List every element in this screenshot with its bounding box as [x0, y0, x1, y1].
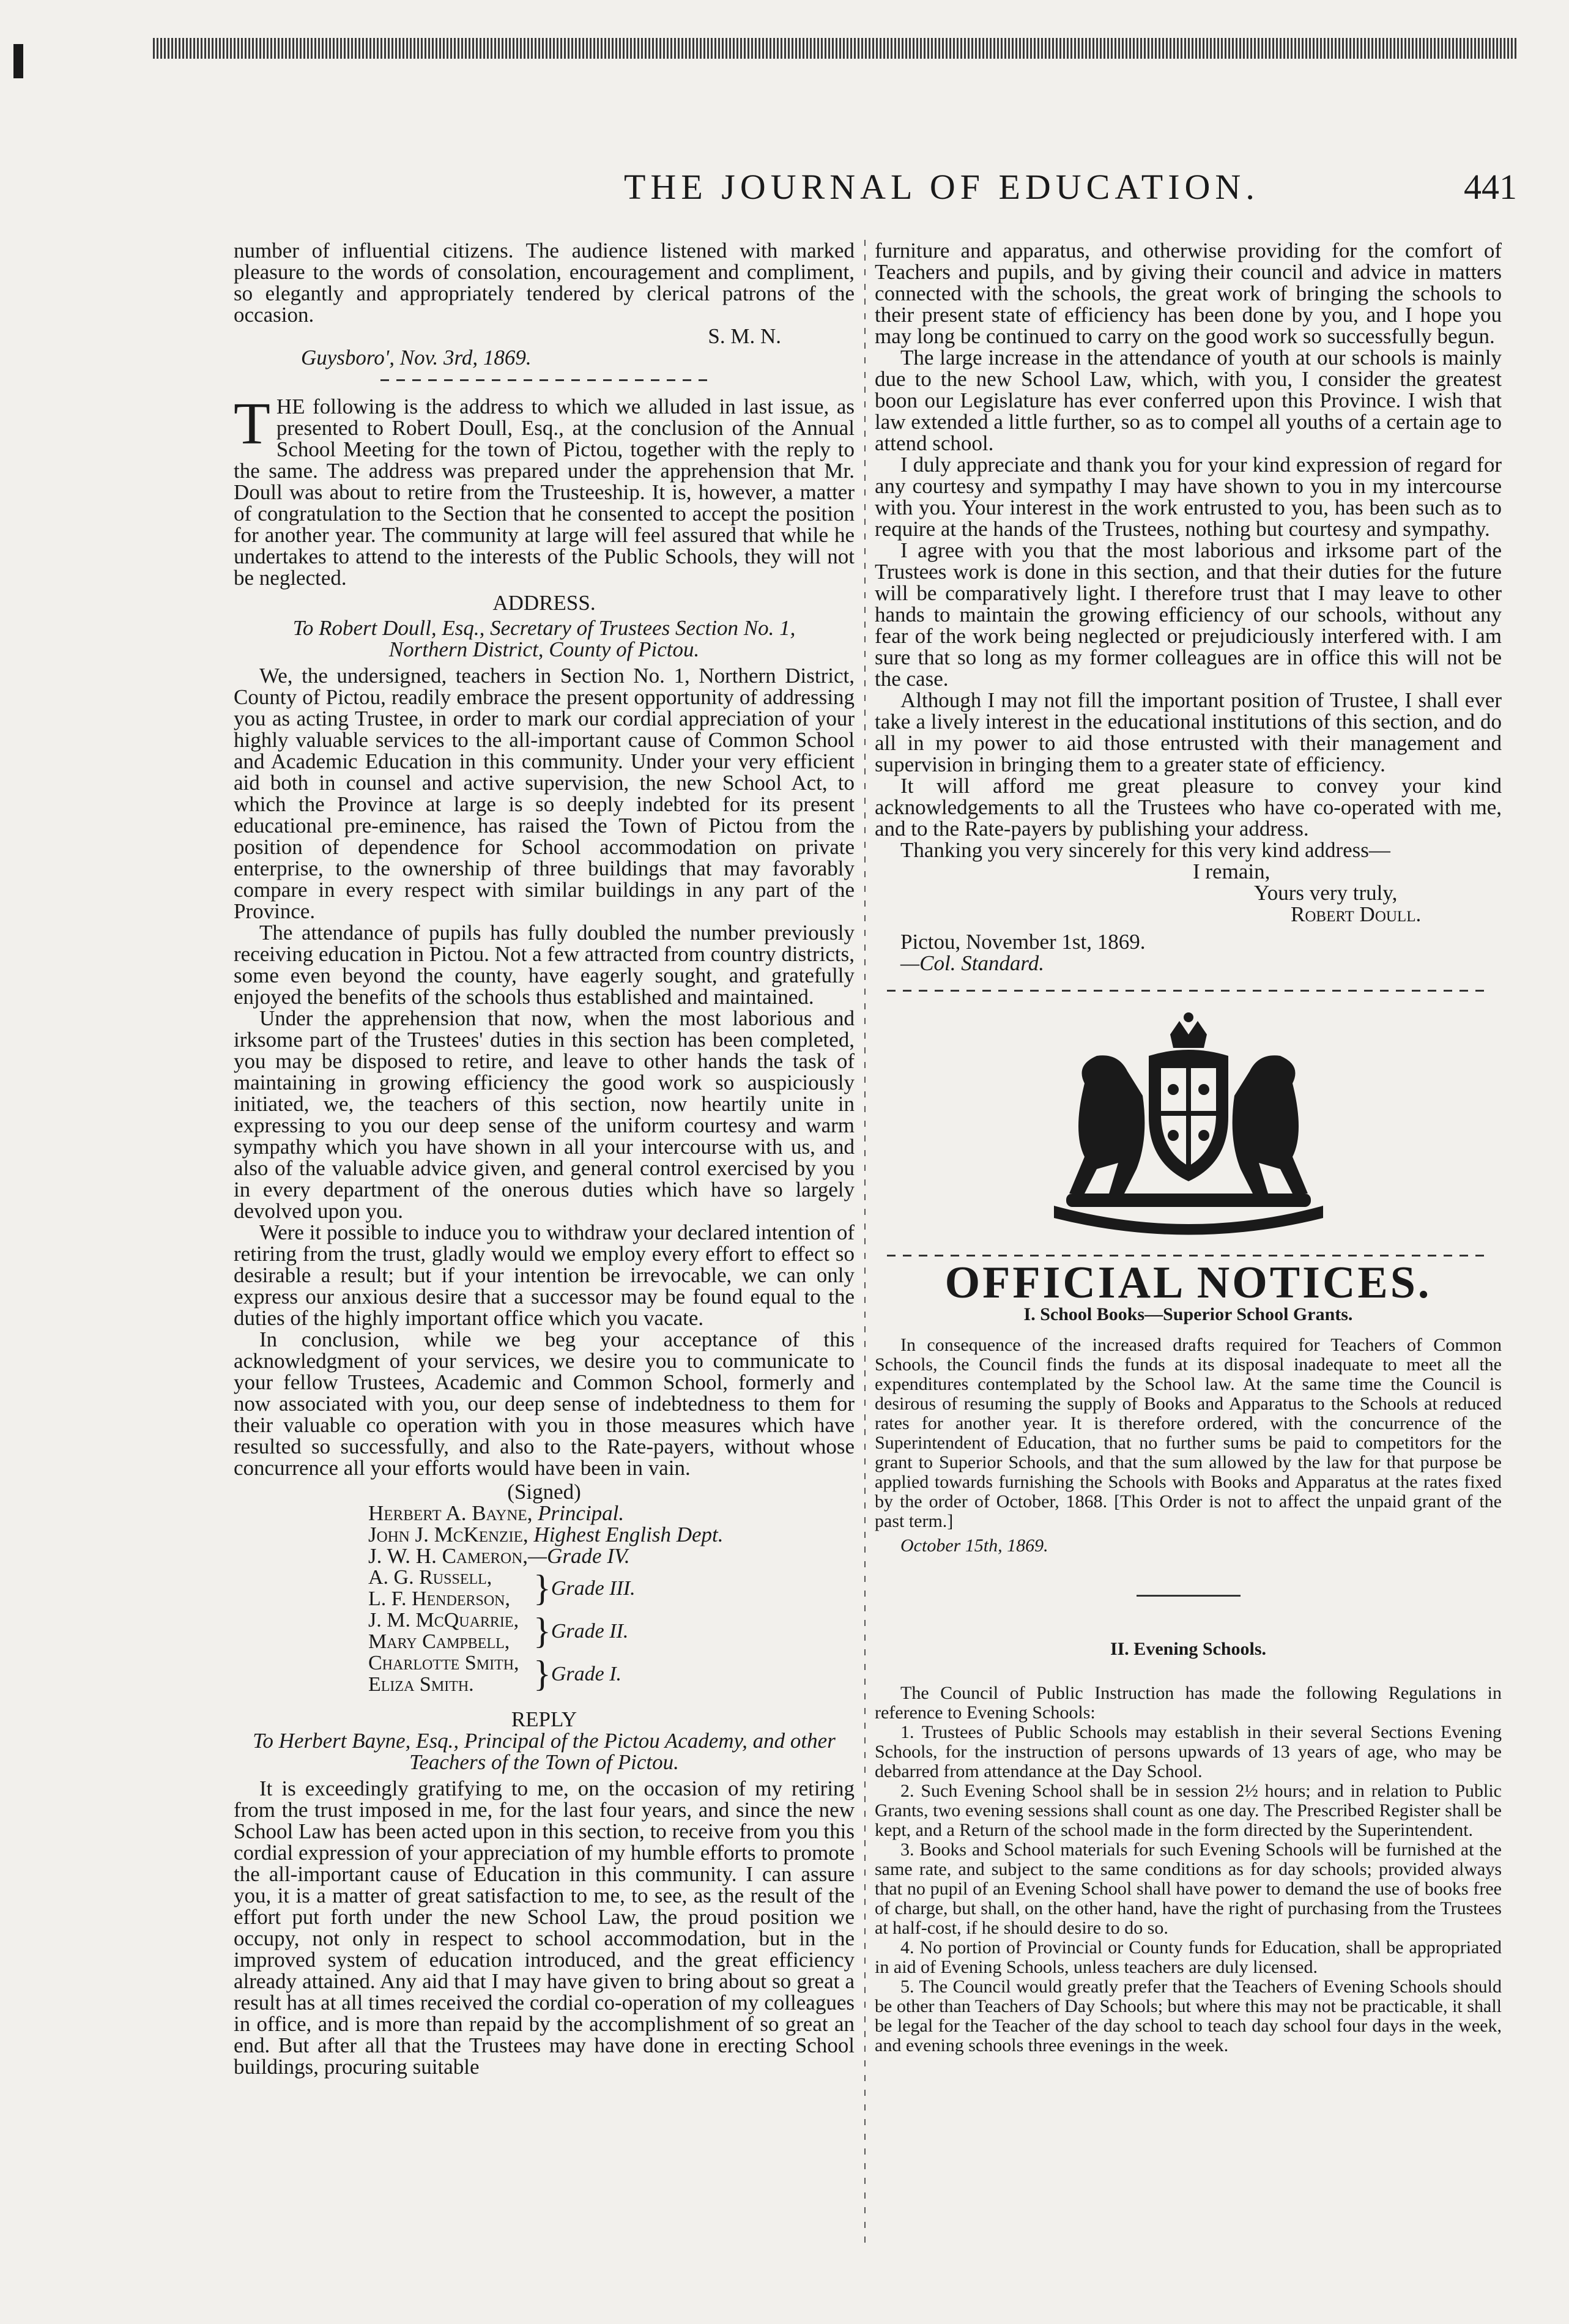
column-divider [864, 240, 866, 2246]
address-paragraph-1: We, the undersigned, teachers in Section No. 1, Northern District, County of Pictou, readily embrace the present opportunity of addressing you as acting Trustee, in order to mark our cordial appreciation of your highly valuable services to the all-important cause of Common School and Academic Education in this community. Under your very efficient aid both in counsel and active supervision, the new School Act, to which the Province at large is so deeply indebted for its present educational pre-eminence, has raised the Town of Pictou from the position of dependence for School accommodation on private enterprise, to the ownership of three buildings that may favorably compare in every respect with similar buildings in any part of the Province. [234, 664, 855, 923]
drop-cap: T [234, 391, 270, 457]
reply-paragraph-2: The large increase in the attendance of youth at our schools is mainly due to the new School Law, which, with you, I consider the greatest boon our Legislature has ever conferred upon this Province. I wish that law extended a little further, so as to compel all youths of a certain age to attend school. [875, 346, 1502, 455]
closing-signature: Robert Doull. [1291, 902, 1422, 926]
signatory-name: Eliza Smith. [368, 1673, 474, 1696]
reply-place-date: Pictou, November 1st, 1869. [900, 930, 1146, 954]
signatory-name: Charlotte Smith, [368, 1652, 519, 1674]
brace: } [533, 1653, 551, 1694]
reply-paragraph-4: I agree with you that the most laborious and irksome part of the Trustees work is done in this section, and that their duties for the future will be comparatively light. I therefore trust that I may leave to other hands to maintain the growing efficiency of our schools, without any fear of the work being neglected or prejudiciously interfered with. I am sure that so long as my former colleagues are in office this will not be the case. [875, 538, 1502, 691]
grade-group-table [368, 1567, 636, 1695]
notice-2-item: 1. Trustees of Public Schools may establish in their several Sections Evening Schools, for the instruction of persons upwards of 13 years of age, who may be debarred from attendance at the Day School. [875, 1722, 1502, 1781]
section-separator [380, 379, 708, 381]
reply-heading: REPLY [511, 1707, 577, 1731]
notice-1 [875, 1305, 1502, 1556]
intro-place-date: Guysboro', Nov. 3rd, 1869. [301, 346, 532, 369]
reply-recipient: To Herbert Bayne, Esq., Principal of the Pictou Academy, and other Teachers of the Town of Pictou. [253, 1729, 836, 1774]
notice-1-date: October 15th, 1869. [900, 1535, 1048, 1556]
address-intro-text: HE following is the address to which we alluded in last issue, as presented to Robert Doull, Esq., at the conclusion of the Annual School Meeting for the town of Pictou, together with the reply to the same. The address was prepared under the apprehension that Mr. Doull was about to retire from the Trusteeship. It is, however, a matter of congratulation to the Section that he consented to accept the position for another year. The community at large will feel assured that while he undertakes to attend to the interests of the Public Schools, they will not be neglected. [234, 395, 855, 590]
brace: } [533, 1610, 551, 1651]
signatory [368, 1524, 855, 1545]
intro-paragraph: number of influential citizens. The audience listened with marked pleasure to the words of consolation, encouragement and compliment, so elegantly and appropriately tendered by clerical patrons of the occasion. [234, 239, 855, 327]
brace: } [533, 1567, 551, 1608]
journal-title: THE JOURNAL OF EDUCATION. [624, 167, 1259, 207]
signatory-name: J. M. McQuarrie, [368, 1609, 519, 1632]
notice-2-item: 2. Such Evening School shall be in session 2½ hours; and in relation to Public Grants, two evening sessions shall count as one day. The Prescribed Register shall be kept, and a Return of the school made in the form directed by the Superintendent. [875, 1781, 1502, 1840]
signatory [368, 1545, 855, 1567]
signed-label: (Signed) [507, 1480, 581, 1504]
reply-paragraph-7: Thanking you very sincerely for this very kind address— [900, 838, 1390, 862]
signatory-name: John J. McKenzie, [368, 1523, 529, 1546]
reply-continuation: furniture and apparatus, and otherwise providing for the comfort of Teachers and pupils, and by giving their council and advice in matters connected with the schools, the great work of bringing the schools to their present state of efficiency has been done by you, and I hope you may long be continued to carry on the good work so successfully begun. [875, 239, 1502, 348]
reply-source: —Col. Standard. [900, 951, 1044, 975]
notice-2 [875, 1639, 1502, 2055]
grade-label: Grade II. [551, 1619, 629, 1643]
signatory-name: A. G. Russell, [368, 1566, 492, 1589]
notice-1-body: In consequence of the increased drafts required for Teachers of Common Schools, the Council finds the funds at its disposal inadequate to meet all the expenditures contemplated by the School law. At the same time the Council is desirous of resuming the supply of Books and Apparatus to the Schools at reduced rates for another year. It is therefore ordered, with the concurrence of the Superintendent of Education, that no further sums be paid to competitors for the grant to Superior Schools, and that the sum allowed by the law for that purpose be applied towards furnishing the Schools with Books and Apparatus at the rates fixed by the order of October, 1868. [This Order is not to affect the unpaid grant of the past term.] [875, 1335, 1502, 1531]
page-number: 441 [1464, 167, 1517, 207]
signatory-name: L. F. Henderson, [368, 1587, 511, 1610]
reply-paragraph-3: I duly appreciate and thank you for your kind expression of regard for any courtesy and sympathy I may have shown to you in my intercourse with you. Your interest in the work entrusted to you, has been such as to require at the hands of the Trustees, nothing but courtesy and sympathy. [875, 453, 1502, 541]
notice-2-item: 3. Books and School materials for such Evening Schools will be furnished at the same rate, and subject to the same conditions as for day schools; provided always that no pupil of an Evening School shall have power to demand the use of books free of charge, but shall, on the other hand, have the right of purchasing from the Trustees at half-cost, if he should desire to do so. [875, 1840, 1502, 1938]
address-paragraph-4: Were it possible to induce you to withdraw your declared intention of retiring from the trust, gladly would we employ every effort to effect so desirable a result; but if your intention be irrevocable, we can only express our anxious desire that a successor may be found equal to the duties of the highly important office which you vacate. [234, 1220, 855, 1330]
intro-signature: S. M. N. [708, 324, 781, 348]
address-paragraph-2: The attendance of pupils has fully doubled the number previously receiving education in Pictou. Not a few attracted from country districts, some even beyond the county, have eagerly sought, and gratefully enjoyed the benefits of the schools thus established and maintained. [234, 921, 855, 1009]
section-separator [887, 990, 1489, 992]
reply-paragraph-5: Although I may not fill the important position of Trustee, I shall ever take a lively interest in the educational institutions of this section, and do all in my power to aid those entrusted with their management and supervision in bringing them to a greater state of efficiency. [875, 688, 1502, 776]
notice-2-item: 4. No portion of Provincial or County funds for Education, shall be appropriated in aid of Evening Schools, unless teachers are duly licensed. [875, 1937, 1502, 1977]
left-column [234, 240, 855, 2077]
signatory-role: Principal. [538, 1501, 625, 1525]
notice-2-item: 5. The Council would greatly prefer that the Teachers of Evening Schools should be other than Teachers of Day Schools; but where this may not be practicable, it shall be legal for the Teacher of the day school to teach day school four days in the week, and evening schools three evenings in the week. [875, 1977, 1502, 2055]
official-notices-heading: OFFICIAL NOTICES. [944, 1258, 1432, 1308]
grade-label: Grade I. [551, 1662, 622, 1685]
short-rule [1137, 1595, 1241, 1597]
margin-mark [13, 44, 23, 78]
reply-paragraph-1: It is exceedingly gratifying to me, on the occasion of my retiring from the trust imposed in me, for the last four years, and since the new School Law has been acted upon in this section, to receive from you this cordial expression of your appreciation of my humble efforts to promote the all-important cause of Education in this community. I can assure you, it is a matter of great satisfaction to me, to see, as the result of the effort put forth under the new School Law, the proud position we occupy, not only in respect to school accommodation, but in the improved system of education introduced, and the great efficiency already attained. Any aid that I may have given to bring about so great a result has at all times received the cordial co-operation of my colleagues in office, and is more than repaid by the accomplishment of so great an end. But after all that the Trustees may have done in erecting School buildings, procuring suitable [234, 1776, 855, 2079]
section-separator [887, 1255, 1489, 1257]
right-column [875, 240, 1502, 2055]
closing-yours: Yours very truly, [1254, 881, 1398, 905]
royal-coat-of-arms-emblem [1017, 1010, 1360, 1249]
signatories-block [368, 1502, 855, 1695]
page-header [202, 166, 1548, 215]
notice-2-heading: II. Evening Schools. [1110, 1639, 1267, 1659]
address-recipient: To Robert Doull, Esq., Secretary of Trustees Section No. 1, Northern District, County of Pictou. [292, 616, 796, 661]
signatory-role: Highest English Dept. [533, 1523, 724, 1546]
address-paragraph-3: Under the apprehension that now, when the most laborious and irksome part of the Trustees' duties in this section has been completed, you may be disposed to retire, and leave to other hands the task of maintaining in growing efficiency the good work so auspiciously initiated, we, the teachers of this section, now heartily unite in expressing to you our deep sense of the uniform courtesy and warm sympathy which you have shown in all your intercourse with us, and also of the valuable advice given, and general control exercised by you in every department of the onerous duties which have so largely devolved upon you. [234, 1006, 855, 1223]
reply-paragraph-6: It will afford me great pleasure to convey your kind acknowledgements to all the Trustees who have co-operated with me, and to the Rate-payers by publishing your address. [875, 774, 1502, 841]
signatory [368, 1502, 855, 1524]
signatory-name: J. W. H. Cameron, [368, 1544, 529, 1568]
address-intro-paragraph [234, 391, 855, 590]
notice-2-intro: The Council of Public Instruction has made the following Regulations in reference to Evening Schools: [875, 1683, 1502, 1723]
notice-1-heading: I. School Books—Superior School Grants. [1023, 1304, 1353, 1324]
top-border-stripe [153, 38, 1517, 59]
signatory-role: —Grade IV. [528, 1544, 630, 1568]
address-heading: ADDRESS. [492, 591, 596, 615]
grade-label: Grade III. [551, 1576, 636, 1600]
closing-remain: I remain, [1193, 859, 1270, 883]
signatory-name: Herbert A. Bayne, [368, 1501, 533, 1525]
signatory-name: Mary Campbell, [368, 1630, 510, 1653]
address-paragraph-5: In conclusion, while we beg your acceptance of this acknowledgment of your services, we desire you to communicate to your fellow Trustees, Academic and Common School, formerly and now associated with you, our deep sense of indebtedness to them for their valuable co operation with you in those measures which have resulted so successfully, and also to the Rate-payers, without whose concurrence all your efforts would have been in vain. [234, 1327, 855, 1480]
